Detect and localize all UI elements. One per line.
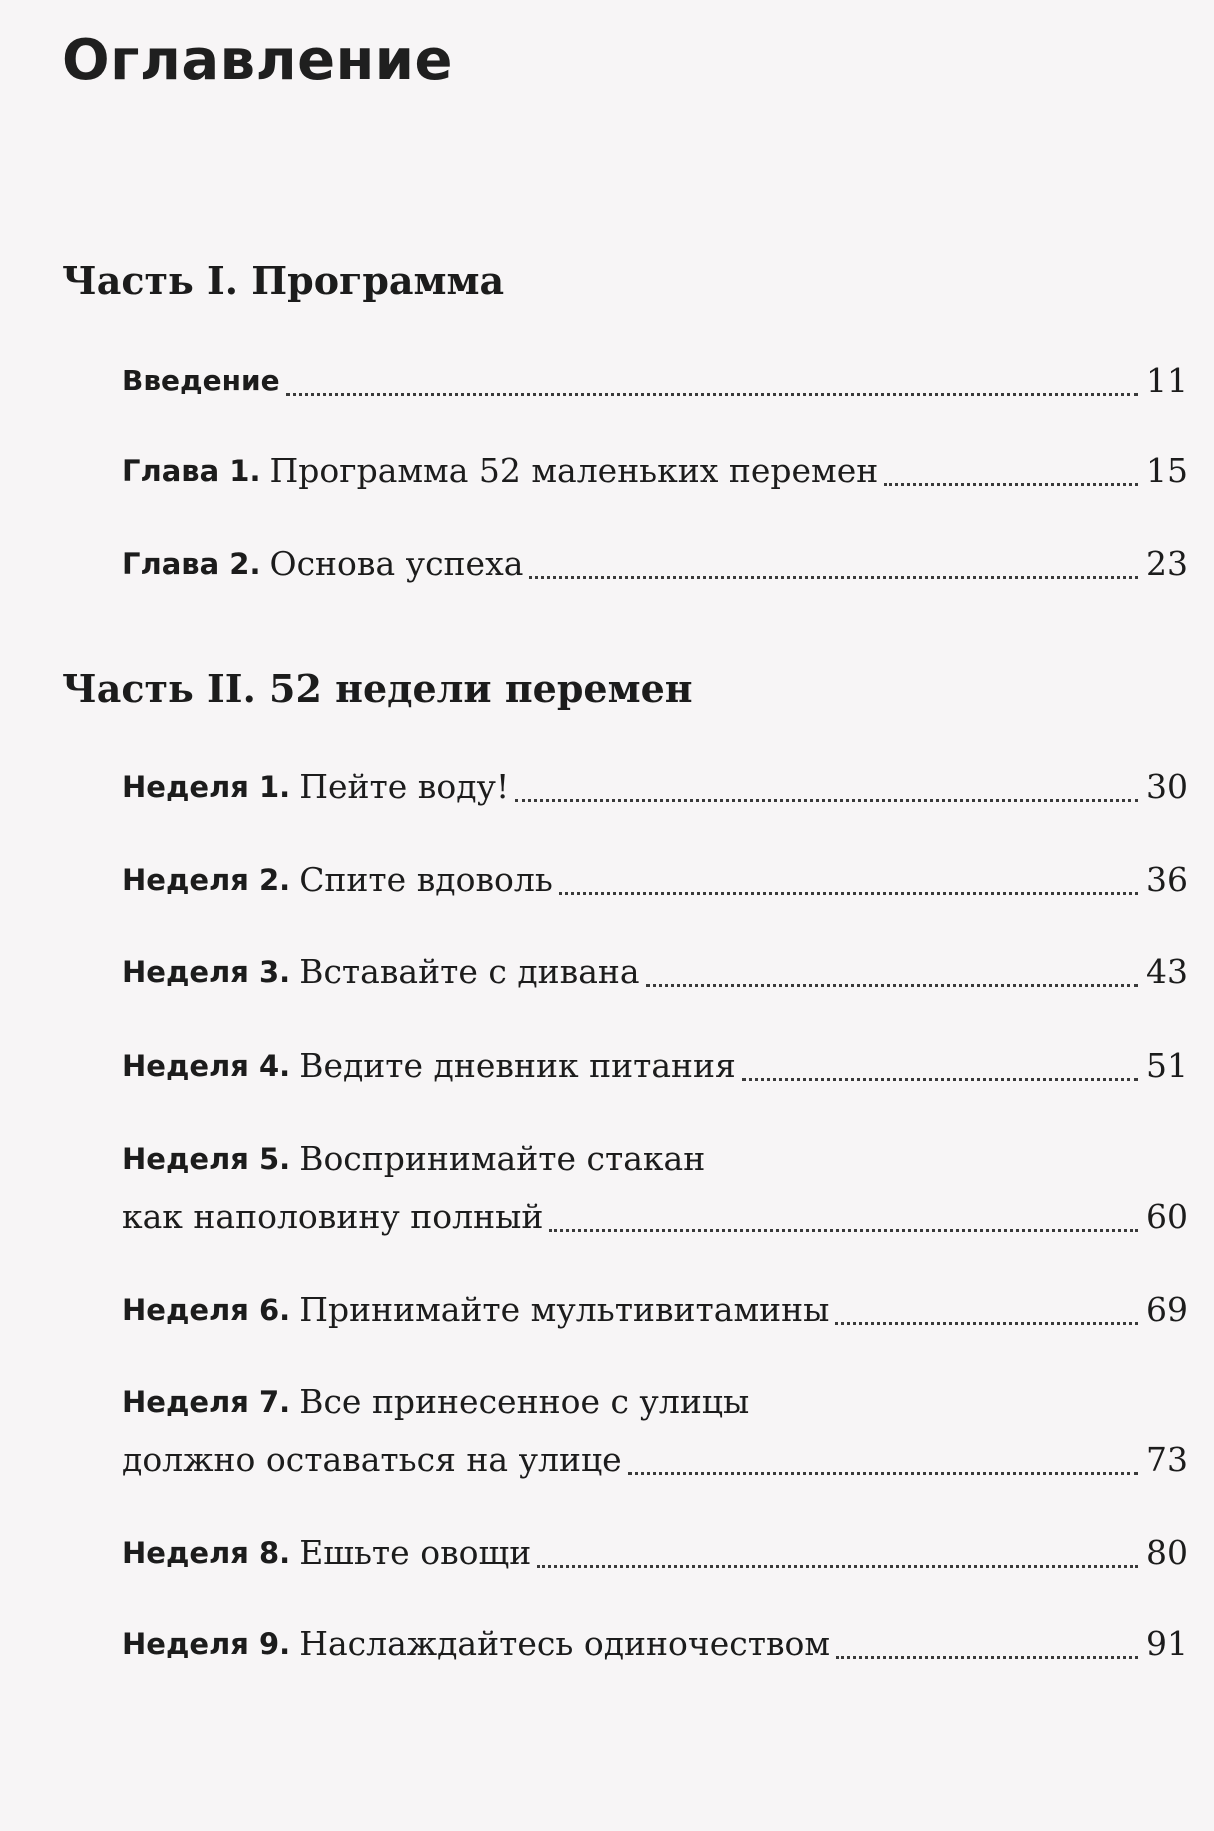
entry-title-continued: как наполовину полный bbox=[122, 1197, 544, 1236]
dot-leader bbox=[286, 393, 1138, 396]
entry-label: Неделя 5. bbox=[122, 1142, 291, 1176]
entry-label: Введение bbox=[122, 364, 280, 397]
dot-leader bbox=[529, 576, 1138, 579]
page-number: 30 bbox=[1146, 767, 1188, 806]
page-number: 43 bbox=[1146, 952, 1188, 991]
page-number: 36 bbox=[1146, 860, 1188, 899]
toc-entry-chapter-2[interactable] bbox=[122, 535, 1188, 593]
entry-label: Неделя 9. bbox=[122, 1627, 291, 1661]
entry-title: Ведите дневник питания bbox=[299, 1046, 736, 1085]
toc-entry-chapter-1[interactable] bbox=[122, 442, 1188, 500]
entry-title: Программа 52 маленьких перемен bbox=[269, 451, 879, 490]
entry-title: Принимайте мультивитамины bbox=[299, 1290, 830, 1329]
dot-leader bbox=[515, 799, 1138, 802]
page-number: 91 bbox=[1146, 1624, 1188, 1663]
entry-title: Ешьте овощи bbox=[299, 1533, 532, 1572]
entry-title: Основа успеха bbox=[269, 544, 524, 583]
dot-leader bbox=[646, 984, 1138, 987]
entry-title-continued: должно оставаться на улице bbox=[122, 1440, 622, 1479]
dot-leader bbox=[628, 1472, 1138, 1475]
entry-label: Неделя 4. bbox=[122, 1049, 291, 1083]
entry-title: Воспринимайте стакан bbox=[299, 1139, 706, 1178]
toc-entry-week-1[interactable] bbox=[122, 758, 1188, 816]
page-number: 51 bbox=[1146, 1046, 1188, 1085]
toc-entry-week-2[interactable] bbox=[122, 851, 1188, 909]
entry-label: Неделя 8. bbox=[122, 1536, 291, 1570]
entry-label: Глава 2. bbox=[122, 547, 261, 581]
page-title: Оглавление bbox=[62, 28, 454, 93]
dot-leader bbox=[884, 483, 1138, 486]
entry-label: Глава 1. bbox=[122, 454, 261, 488]
dot-leader bbox=[549, 1229, 1138, 1232]
toc-entry-week-8[interactable] bbox=[122, 1524, 1188, 1582]
page-number: 11 bbox=[1146, 361, 1188, 400]
toc-entry-introduction[interactable] bbox=[122, 352, 1188, 410]
dot-leader bbox=[537, 1565, 1138, 1568]
toc-entry-week-3[interactable] bbox=[122, 943, 1188, 1001]
part-heading-2: Часть II. 52 недели перемен bbox=[62, 666, 693, 711]
entry-title: Наслаждайтесь одиночеством bbox=[299, 1624, 831, 1663]
page-number: 23 bbox=[1146, 544, 1188, 583]
entry-title: Пейте воду! bbox=[299, 767, 510, 806]
entry-label: Неделя 2. bbox=[122, 863, 291, 897]
dot-leader bbox=[742, 1078, 1138, 1081]
entry-title: Спите вдоволь bbox=[299, 860, 553, 899]
page-number: 15 bbox=[1146, 451, 1188, 490]
toc-entry-week-9[interactable] bbox=[122, 1615, 1188, 1673]
entry-label: Неделя 7. bbox=[122, 1385, 291, 1419]
entry-label: Неделя 3. bbox=[122, 955, 291, 989]
toc-entry-week-4[interactable] bbox=[122, 1037, 1188, 1095]
dot-leader bbox=[559, 892, 1138, 895]
entry-title: Вставайте с дивана bbox=[299, 952, 640, 991]
entry-title: Все принесенное с улицы bbox=[299, 1382, 750, 1421]
entry-label: Неделя 6. bbox=[122, 1293, 291, 1327]
toc-entry-week-5[interactable] bbox=[122, 1130, 1188, 1246]
page-number: 69 bbox=[1146, 1290, 1188, 1329]
toc-entry-week-6[interactable] bbox=[122, 1281, 1188, 1339]
entry-label: Неделя 1. bbox=[122, 770, 291, 804]
dot-leader bbox=[835, 1322, 1138, 1325]
dot-leader bbox=[836, 1656, 1138, 1659]
page-number: 60 bbox=[1146, 1197, 1188, 1236]
page-number: 80 bbox=[1146, 1533, 1188, 1572]
part-heading-1: Часть I. Программа bbox=[62, 258, 505, 303]
page-number: 73 bbox=[1146, 1440, 1188, 1479]
toc-entry-week-7[interactable] bbox=[122, 1373, 1188, 1489]
